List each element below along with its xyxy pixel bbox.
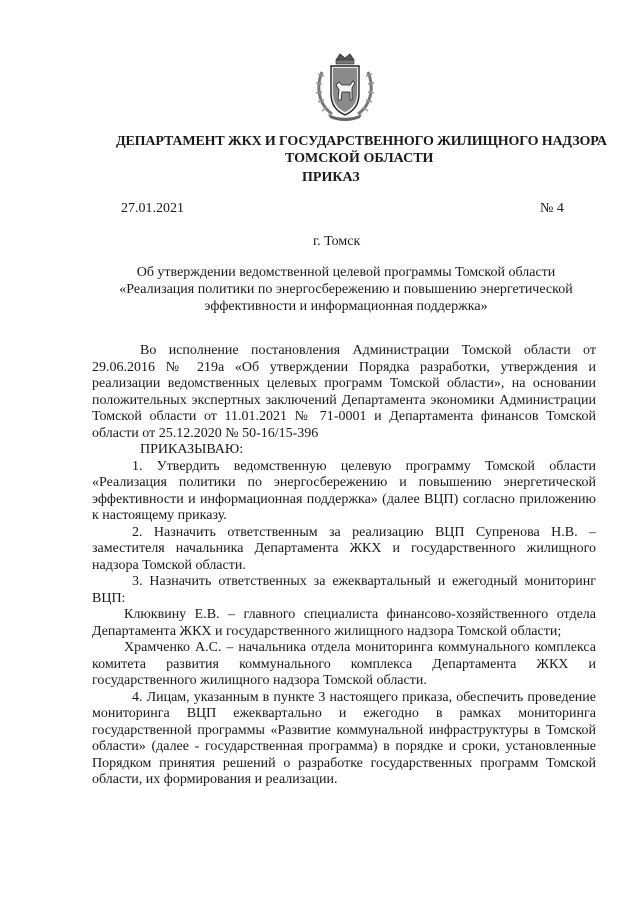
department-name: ДЕПАРТАМЕНТ ЖКХ И ГОСУДАРСТВЕННОГО ЖИЛИЩНОГО НАДЗОРА: [116, 134, 607, 149]
region-name: ТОМСКОЙ ОБЛАСТИ: [285, 151, 434, 166]
preamble-paragraph: Во исполнение постановления Администрации Томской области от 29.06.2016 № 219а «Об утверждении Порядка разработки, утверждения и реализации ведомственных целевых программ Томской области», на основании положительных экспертных заключений Департамента экономики Администрации Томской области от 11.01.2021 № 71-0001 и Департамента финансов Томской области от 25.12.2020 № 50-16/15-396: [92, 343, 596, 441]
coat-of-arms-icon: [314, 52, 376, 122]
order-title: Об утверждении ведомственной целевой программы Томской области «Реализация политики по энергосбережению и повышению энергетической эффективности и информационная поддержка»: [119, 265, 573, 314]
order-city: г. Томск: [313, 234, 361, 249]
order-date: 27.01.2021: [121, 201, 184, 216]
responsible-person-1: Клюквину Е.В. – главного специалиста финансово-хозяйственного отдела Департамента ЖКХ и государственного жилищного надзора Томской области;: [92, 607, 596, 639]
order-item-1: 1. Утвердить ведомственную целевую программу Томской области «Реализация политики по энергосбережению и повышению энергетической эффективности и информационная поддержка» (далее ВЦП) согласно приложению к настоящему приказу.: [92, 458, 596, 523]
order-item-3: 3. Назначить ответственных за ежеквартальный и ежегодный мониторинг ВЦП:: [92, 574, 596, 606]
document-type: ПРИКАЗ: [302, 170, 360, 185]
order-body: [92, 343, 596, 789]
order-word: ПРИКАЗЫВАЮ:: [140, 442, 244, 457]
order-number: № 4: [540, 201, 564, 216]
responsible-person-2: Храмченко А.С. – начальника отдела мониторинга коммунального комплекса комитета развития коммунального комплекса Департамента ЖКХ и государственного жилищного надзора Томской области.: [92, 640, 596, 688]
order-item-4: 4. Лицам, указанным в пункте 3 настоящего приказа, обеспечить проведение мониторинга ВЦП ежеквартально и ежегодно в рамках мониторинга государственной программы «Развитие коммунальной инфраструктуры в Томской области» (далее - государственная программа) в порядке и сроки, установленные Порядком принятия решений о разработке государственных программ Томской области, их формирования и реализации.: [92, 689, 596, 787]
order-item-2: 2. Назначить ответственным за реализацию ВЦП Супренова Н.В. – заместителя начальника Департамента ЖКХ и государственного жилищного надзора Томской области.: [92, 524, 596, 573]
